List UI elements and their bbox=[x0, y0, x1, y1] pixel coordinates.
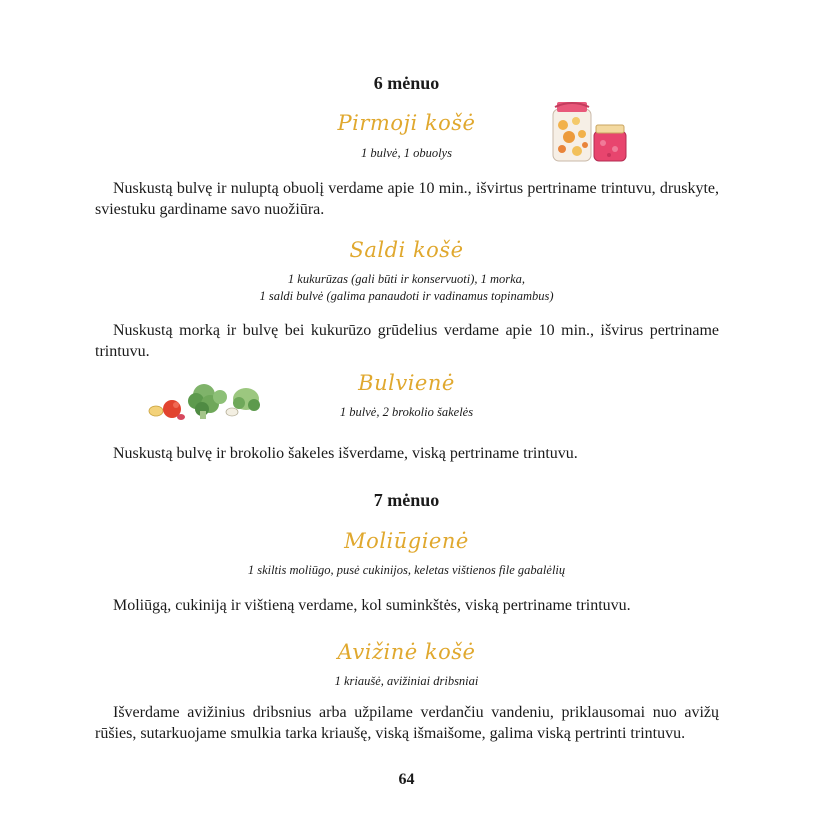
recipe-title-moliugiene: Moliūgienė bbox=[344, 529, 469, 553]
recipe-ingredients-line-1: 1 kukurūzas (gali būti ir konservuoti), 1 morka, bbox=[287, 272, 526, 286]
recipe-instructions: Nuskustą bulvę ir nuluptą obuolį verdame apie 10 min., išvirtus pertriname trintuvu, druskyte, sviestuku gardiname savo nuožiūra. bbox=[95, 180, 719, 218]
month-heading-7: 7 mėnuo bbox=[373, 490, 440, 510]
recipe-instructions: Išverdame avižinius dribsnius arba užpilame verdančiu vandeniu, priklausomai nuo avižų rūšies, sutarkuojame smulkia tarka kriaušę, viską išmaišome, galima viską pertrinti trintuvu. bbox=[95, 704, 719, 742]
recipe-title-avizine-kose: Avižinė košė bbox=[337, 640, 476, 664]
recipe-title-bulviene: Bulvienė bbox=[358, 371, 455, 395]
month-heading-6: 6 mėnuo bbox=[373, 73, 440, 93]
recipe-title-pirmoji-kose: Pirmoji košė bbox=[337, 111, 476, 135]
recipe-instructions: Nuskustą bulvę ir brokolio šakeles išverdame, viską pertriname trintuvu. bbox=[113, 445, 578, 462]
recipe-ingredients: 1 kriaušė, avižiniai dribsniai bbox=[334, 674, 479, 688]
recipe-ingredients: 1 skiltis moliūgo, pusė cukinijos, keletas vištienos file gabalėlių bbox=[247, 563, 566, 577]
recipe-ingredients-line-2: 1 saldi bulvė (galima panaudoti ir vadinamus topinambus) bbox=[259, 289, 554, 303]
recipe-instructions: Moliūgą, cukiniją ir vištieną verdame, kol suminkštės, viską pertriname trintuvu. bbox=[113, 597, 631, 614]
recipe-instructions: Nuskustą morką ir bulvę bei kukurūzo grūdelius verdame apie 10 min., išvirus pertriname trintuvu. bbox=[95, 322, 719, 360]
recipe-ingredients: 1 bulvė, 1 obuolys bbox=[361, 146, 452, 160]
jam-jars-illustration bbox=[549, 99, 631, 165]
recipe-ingredients: 1 bulvė, 2 brokolio šakelės bbox=[339, 405, 474, 419]
page-number: 64 bbox=[398, 771, 415, 788]
recipe-title-saldi-kose: Saldi košė bbox=[349, 238, 464, 262]
